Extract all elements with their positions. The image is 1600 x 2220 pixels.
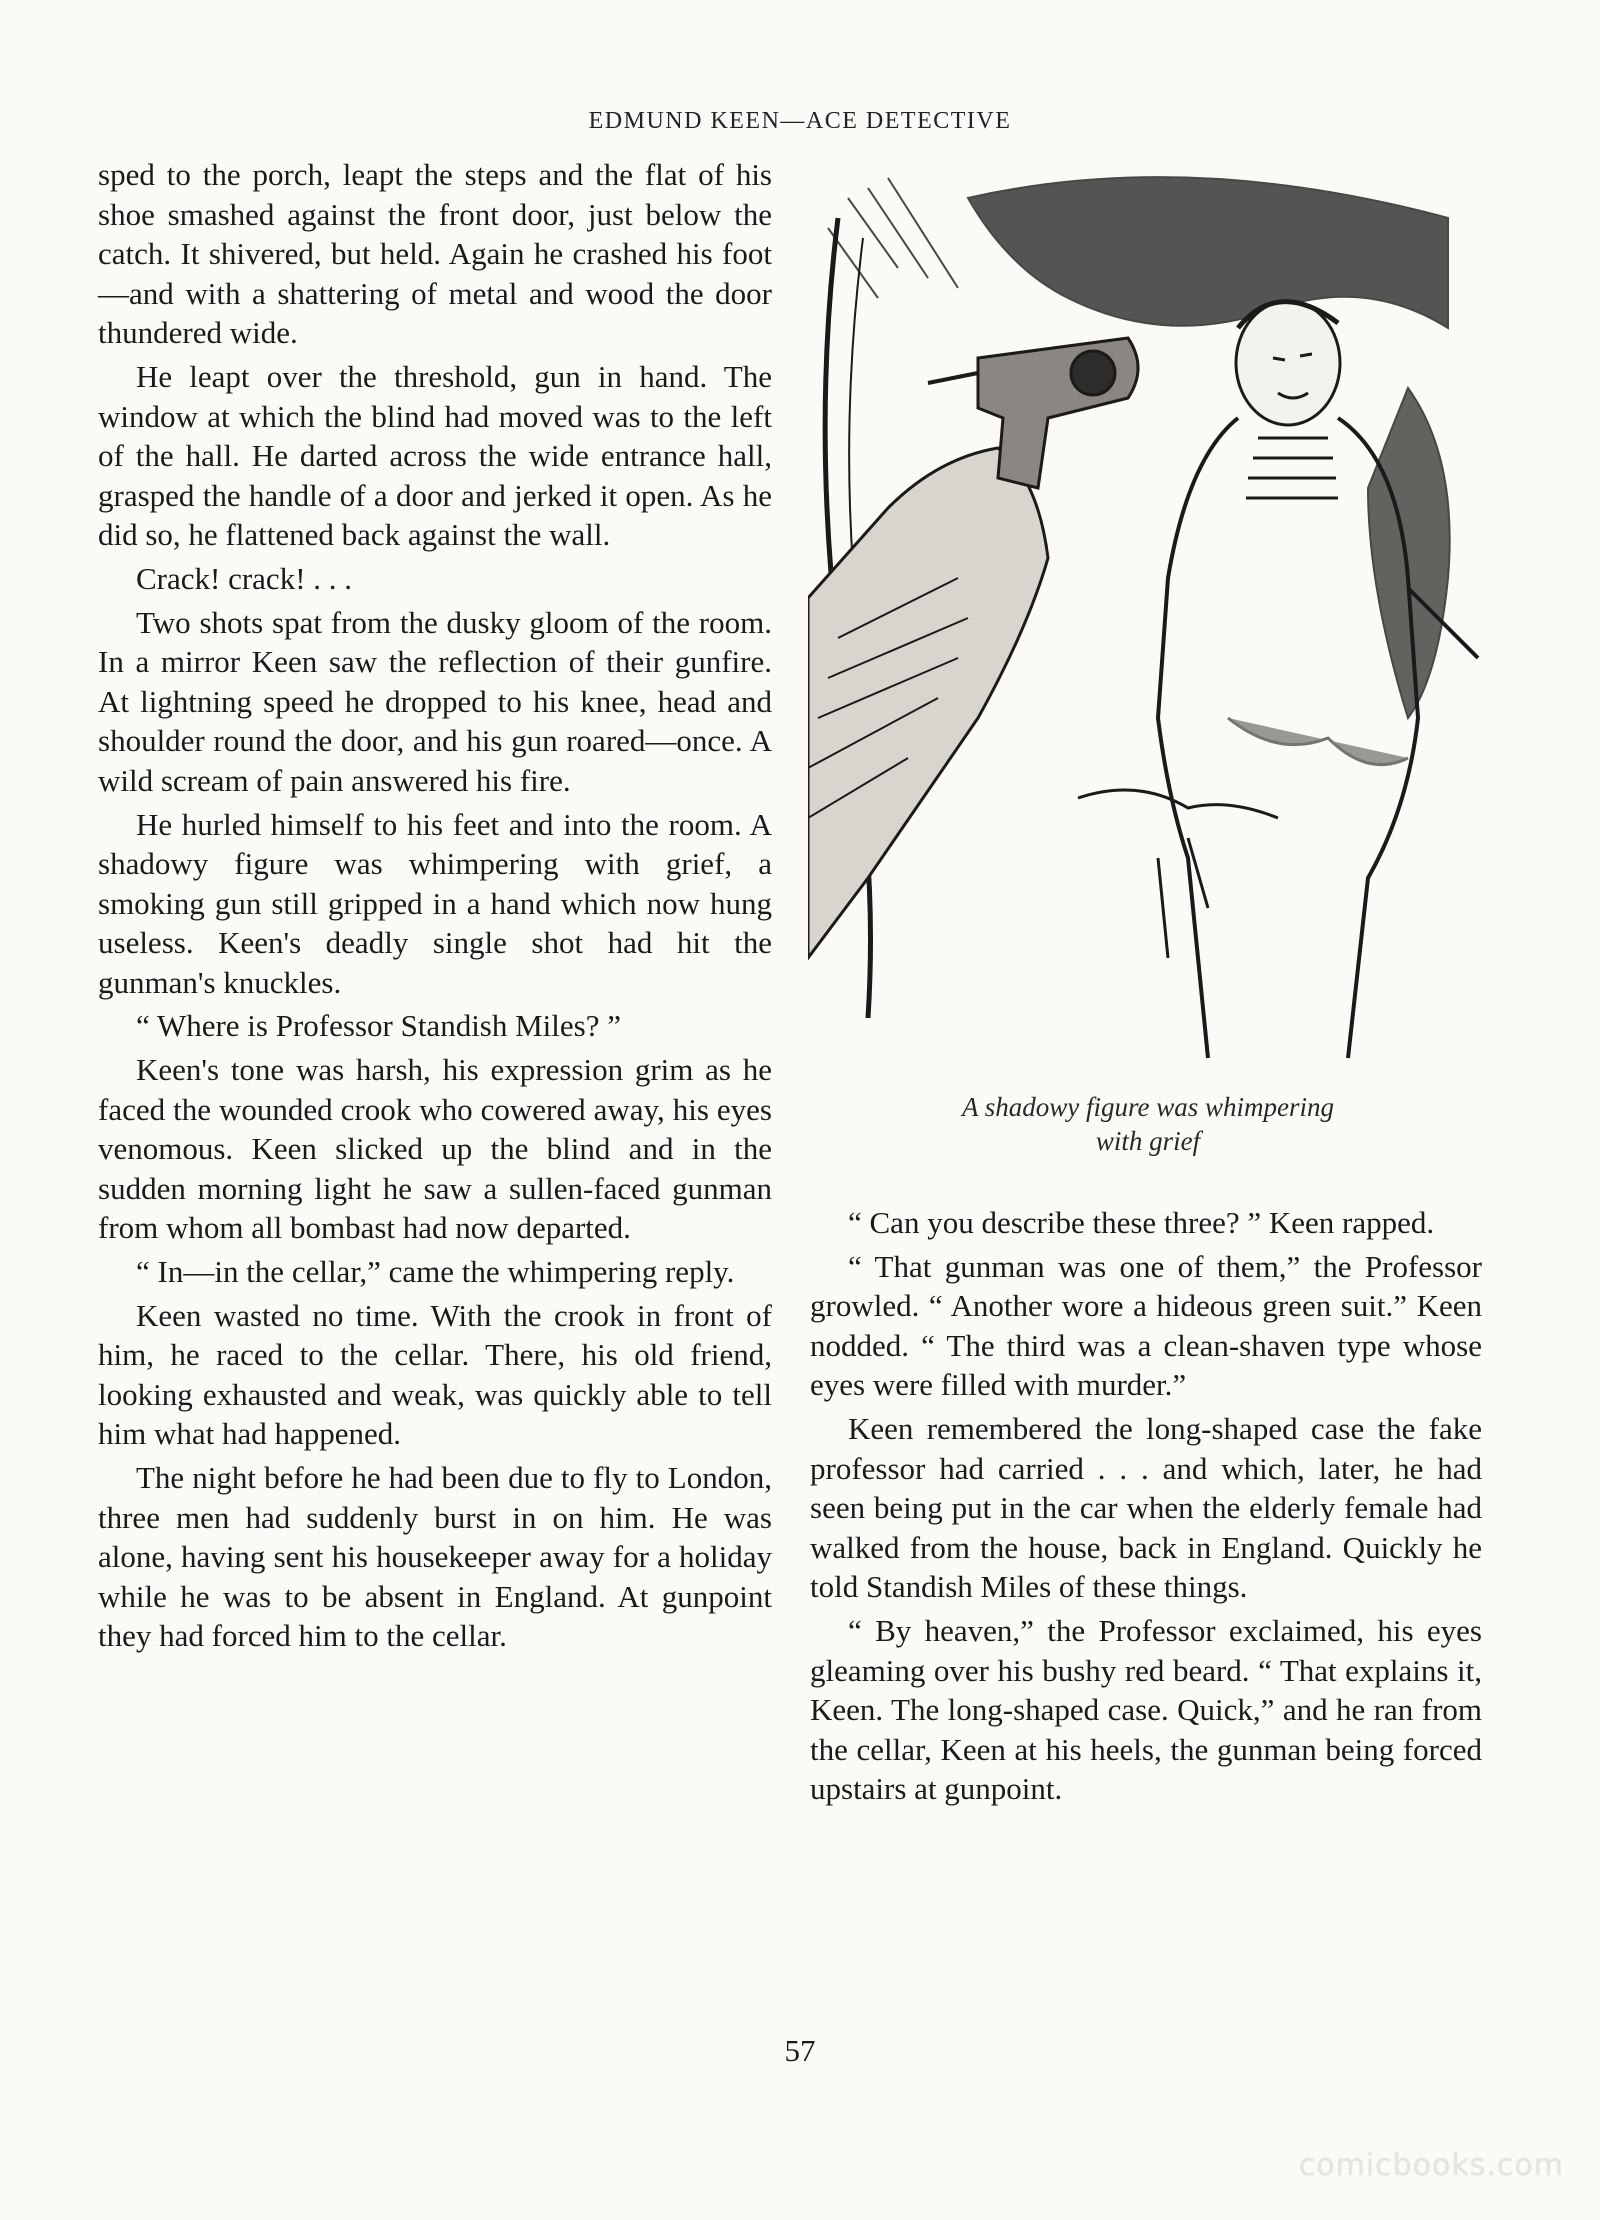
paragraph: Keen's tone was harsh, his expression grim as he faced the wounded crook who cowered away, his eyes venomous. Keen slicked up the blind and in the sudden morning light he saw a sullen-faced gunman from whom all bombast had now departed.	[98, 1052, 772, 1246]
page-number: 57	[784, 2033, 816, 2068]
right-text-column	[810, 1203, 1482, 1813]
paragraph: Keen wasted no time. With the crook in front of him, he raced to the cellar. There, his old friend, looking exhausted and weak, was quickly able to tell him what had happened.	[98, 1297, 772, 1452]
illustration-caption	[808, 1090, 1488, 1158]
paragraph: Two shots spat from the dusky gloom of the room. In a mirror Keen saw the reflection of their gunfire. At lightning speed he dropped to his knee, head and shoulder round the door, and his gun roared—once. A wild scream of pain answered his fire.	[98, 604, 772, 798]
paragraph: Crack! crack! . . .	[136, 560, 353, 596]
running-head: EDMUND KEEN—ACE DETECTIVE	[588, 108, 1012, 134]
illustration-drawing	[808, 158, 1488, 1078]
paragraph: “ Where is Professor Standish Miles? ”	[136, 1008, 621, 1044]
caption-line: with grief	[1095, 1126, 1201, 1156]
watermark: comicbooks.com	[1298, 2148, 1564, 2183]
left-text-column	[98, 155, 772, 1660]
illustration	[808, 158, 1488, 1078]
paragraph: “ That gunman was one of them,” the Professor growled. “ Another wore a hideous green suit.” Keen nodded. “ The third was a clean-shaven type whose eyes were filled with murder.”	[810, 1248, 1482, 1403]
paragraph: “ Can you describe these three? ” Keen rapped.	[848, 1205, 1435, 1240]
paragraph: He leapt over the threshold, gun in hand. The window at which the blind had moved was to the left of the hall. He darted across the wide entrance hall, grasped the handle of a door and jerked it open. As he did so, he flattened back against the wall.	[98, 358, 772, 553]
caption-line: A shadowy figure was whimpering	[961, 1092, 1334, 1122]
paragraph: “ By heaven,” the Professor exclaimed, his eyes gleaming over his bushy red beard. “ That explains it, Keen. The long-shaped case. Quick,” and he ran from the cellar, Keen at his heels, the gunman being forced upstairs at gunpoint.	[810, 1612, 1482, 1807]
paragraph: sped to the porch, leapt the steps and the flat of his shoe smashed against the front door, just below the catch. It shivered, but held. Again he crashed his foot—and with a shattering of metal and wood the door thundered wide.	[98, 157, 772, 351]
paragraph: The night before he had been due to fly to London, three men had suddenly burst in on him. He was alone, having sent his housekeeper away for a holiday while he was to be absent in England. At gunpoint they had forced him to the cellar.	[98, 1460, 772, 1654]
paragraph: He hurled himself to his feet and into the room. A shadowy figure was whimpering with grief, a smoking gun still gripped in a hand which now hung useless. Keen's deadly single shot had hit the gunman's knuckles.	[98, 806, 772, 1000]
paragraph: “ In—in the cellar,” came the whimpering reply.	[136, 1254, 735, 1290]
paragraph: Keen remembered the long-shaped case the fake professor had carried . . . and which, later, he had seen being put in the car when the elderly female had walked from the house, back in England. Quickly he told Standish Miles of these things.	[810, 1410, 1482, 1605]
